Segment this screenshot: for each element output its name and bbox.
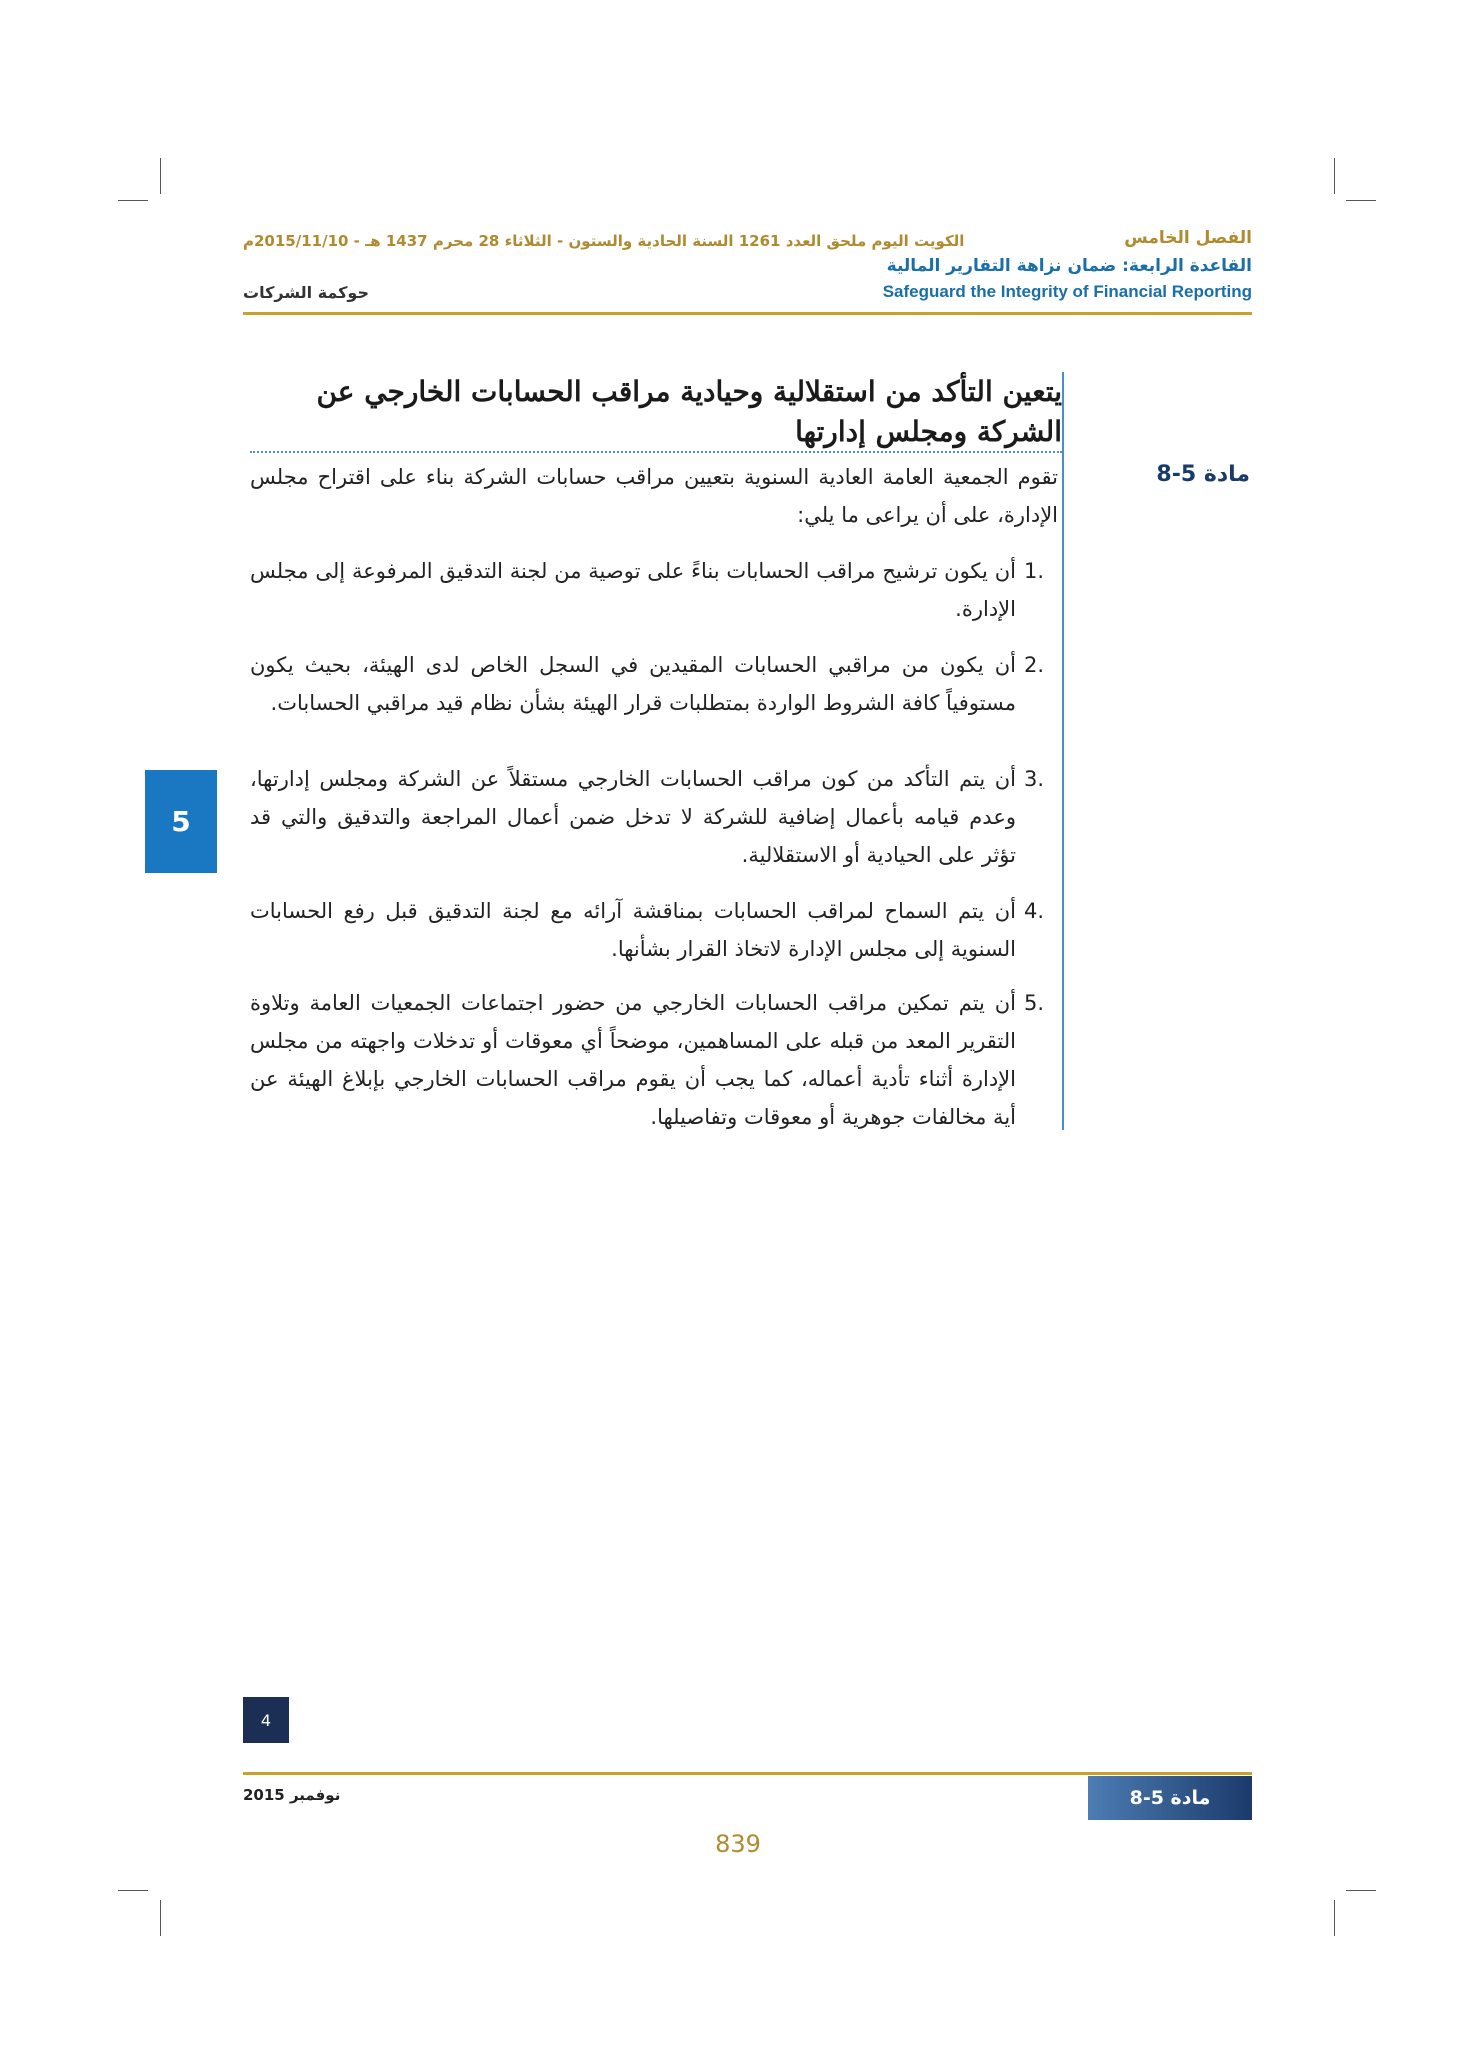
list-item [250, 552, 1060, 628]
rule-title: القاعدة الرابعة: ضمان نزاهة التقارير المالية [886, 256, 1252, 276]
page-box: 4 [243, 1697, 289, 1743]
list-item-text: أن يتم التأكد من كون مراقب الحسابات الخارجي مستقلاً عن الشركة ومجلس إدارتها، وعدم قيامه بأعمال إضافية للشركة لا تدخل ضمن أعمال المراجعة والتدقيق والتي قد تؤثر على الحيادية أو الاستقلالية. [250, 767, 1016, 867]
list-item-number: 3. [1024, 767, 1045, 791]
list-item-number: 1. [1024, 559, 1045, 583]
list-item [250, 892, 1060, 968]
article-divider [1062, 372, 1064, 1130]
list-item-number: 2. [1024, 653, 1045, 677]
article-intro: تقوم الجمعية العامة العادية السنوية بتعيين مراقب حسابات الشركة بناء على اقتراح مجلس الإدارة، على أن يراعى ما يلي: [250, 465, 1058, 527]
crop-mark [118, 200, 148, 201]
article-label: مادة 5-8 [1156, 462, 1250, 487]
crop-mark [160, 158, 161, 194]
crop-mark [118, 1890, 148, 1891]
list-item-number: 5. [1024, 991, 1045, 1015]
list-item-text: أن يكون ترشيح مراقب الحسابات بناءً على توصية من لجنة التدقيق المرفوعة إلى مجلس الإدارة. [250, 559, 1016, 621]
gazette-reference: الكويت اليوم ملحق العدد 1261 السنة الحادية والستون - الثلاثاء 28 محرم 1437 هـ - 2015/11/10م [243, 232, 965, 250]
section-title: حوكمة الشركات [243, 283, 369, 302]
crop-mark [1346, 200, 1376, 201]
crop-mark [1334, 1900, 1335, 1936]
list-item [250, 646, 1060, 722]
chapter-title: الفصل الخامس [1124, 228, 1252, 248]
footer-article-tab: مادة 5-8 [1088, 1776, 1252, 1820]
crop-mark [1334, 158, 1335, 194]
page-header [243, 228, 1252, 254]
footer-date: نوفمبر 2015 [243, 1786, 341, 1804]
footer-divider [243, 1772, 1252, 1775]
article-title: يتعين التأكد من استقلالية وحيادية مراقب الحسابات الخارجي عن الشركة ومجلس إدارتها [316, 375, 1062, 448]
header-divider [243, 312, 1252, 315]
list-item-text: أن يتم تمكين مراقب الحسابات الخارجي من حضور اجتماعات الجمعيات العامة وتلاوة التقرير المعد من قبله على المساهمين، موضحاً أي معوقات أو تدخلات واجهته من مجلس الإدارة أثناء تأدية أعماله، كما يجب أن يقوم مراقب الحسابات الخارجي بإبلاغ الهيئة عن أية مخالفات جوهرية أو معوقات وتفاصيلها. [250, 991, 1016, 1129]
title-dotted-rule [250, 451, 1062, 453]
list-item-text: أن يكون من مراقبي الحسابات المقيدين في السجل الخاص لدى الهيئة، بحيث يكون مستوفياً كافة الشروط الواردة بمتطلبات قرار الهيئة بشأن نظام قيد مراقبي الحسابات. [250, 653, 1016, 715]
crop-mark [1346, 1890, 1376, 1891]
crop-mark [160, 1900, 161, 1936]
list-item [250, 760, 1060, 874]
chapter-side-tab: 5 [145, 770, 217, 873]
list-item-text: أن يتم السماح لمراقب الحسابات بمناقشة آرائه مع لجنة التدقيق قبل رفع الحسابات السنوية إلى مجلس الإدارة لاتخاذ القرار بشأنها. [250, 899, 1016, 961]
list-item-number: 4. [1024, 899, 1045, 923]
page-number: 839 [715, 1830, 761, 1858]
list-item [250, 984, 1060, 1136]
rule-title-en: Safeguard the Integrity of Financial Reporting [882, 282, 1252, 301]
